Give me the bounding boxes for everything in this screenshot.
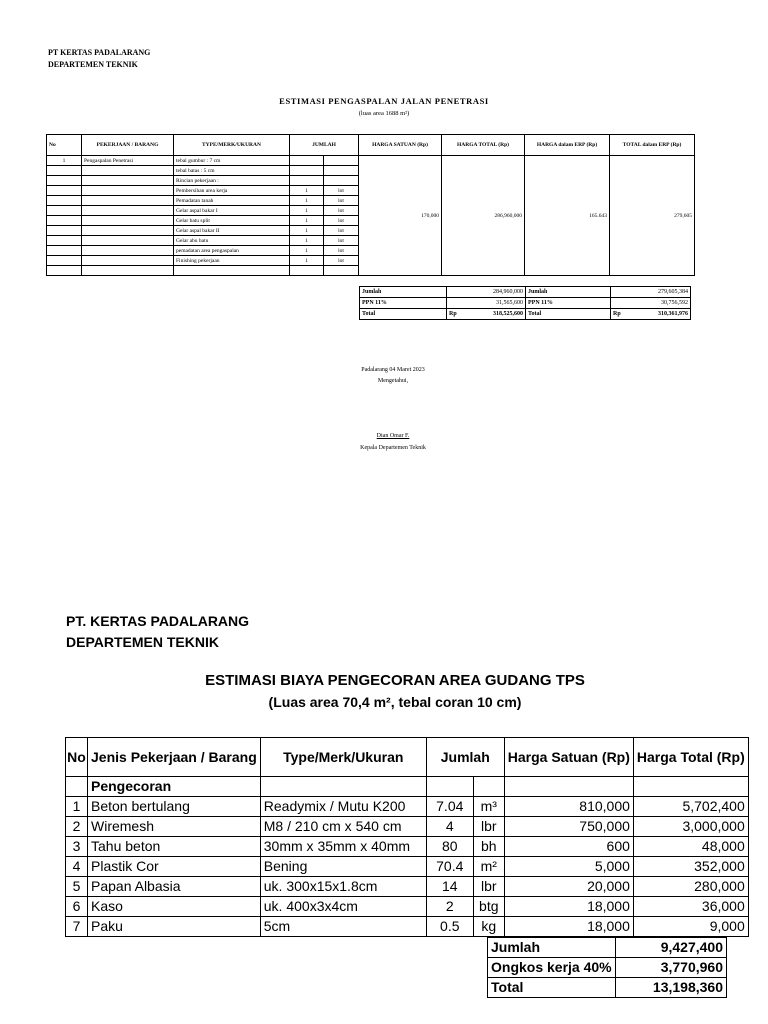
document-subtitle: (luas area 1688 m²) [358, 110, 410, 117]
asphalt-summary-table [359, 286, 691, 320]
table-row: Pembersihan area kerja 1 lot [47, 186, 695, 196]
summary-labor-label: Ongkos kerja 40% [488, 958, 616, 978]
table-header-row [66, 738, 749, 777]
summary-total-value: 13,198,360 [616, 978, 727, 998]
summary-jumlah-value: 9,427,400 [616, 938, 727, 958]
concrete-summary-table [487, 937, 727, 998]
header-total-price: HARGA TOTAL (Rp) [442, 135, 525, 156]
table-row: 3 Tahu beton 30mm x 35mm x 40mm 80 bh 600 48,000 [66, 837, 749, 857]
table-row: 5 Papan Albasia uk. 300x15x1.8cm 14 lbr 20,000 280,000 [66, 877, 749, 897]
table-row: Gelar batu split 1 lot [47, 216, 695, 226]
item-type: tebal gumbur : 7 cm [174, 156, 290, 166]
letterhead [48, 47, 150, 71]
total-price-value: 286,960,000 [442, 156, 525, 276]
table-row: tebal batas : 5 cm [47, 166, 695, 176]
section-label: Pengecoran [88, 777, 261, 797]
company-name: PT. KERTAS PADALARANG [66, 613, 250, 629]
header-type: TYPE/MERK/UKURAN [174, 135, 290, 156]
summary-labor-value: 3,770,960 [616, 958, 727, 978]
signature-name: Dian Omar F. [376, 433, 410, 439]
department-name: DEPARTEMEN TEKNIK [48, 60, 138, 69]
summary-row [488, 938, 727, 958]
table-row: 1 Beton bertulang Readymix / Mutu K200 7.04 m³ 810,000 5,702,400 [66, 797, 749, 817]
table-row: pemadatan area pengaspalan 1 lot [47, 246, 695, 256]
table-row: Gelar aspal bakar II 1 lot [47, 226, 695, 236]
signature-place-date: Padalarang 04 Maret 2023 [361, 367, 425, 373]
asphalt-estimate-table [46, 134, 695, 276]
summary-jumlah-label: Jumlah [488, 938, 616, 958]
item-no: 1 [47, 156, 82, 166]
item-name: Pengaspalan Penetrasi [82, 156, 174, 166]
section-row [66, 777, 749, 797]
table-row: Finishing pekerjaan 1 lot [47, 256, 695, 266]
header-erp-price: HARGA dalam ERP (Rp) [525, 135, 610, 156]
summary-row [488, 958, 727, 978]
table-row: 4 Plastik Cor Bening 70.4 m² 5,000 352,000 [66, 857, 749, 877]
letterhead [66, 611, 249, 653]
header-erp-total: TOTAL dalam ERP (Rp) [610, 135, 695, 156]
signature-position: Kepala Departemen Teknik [360, 445, 426, 451]
summary-row: Total Rp 318,525,600 Total Rp 310,361,976 [360, 309, 691, 320]
header-no: No [47, 135, 82, 156]
table-row: Pemadatan tanah 1 lot [47, 196, 695, 206]
summary-row: Jumlah 284,960,000 Jumlah 279,605,384 [360, 287, 691, 298]
header-unit-price: HARGA SATUAN (Rp) [359, 135, 442, 156]
table-row: 7 Paku 5cm 0.5 kg 18,000 9,000 [66, 917, 749, 937]
summary-row: PPN 11% 31,565,600 PPN 11% 30,756,592 [360, 298, 691, 309]
table-header-row [47, 135, 695, 156]
document-title: ESTIMASI BIAYA PENGECORAN AREA GUDANG TPS [205, 672, 585, 689]
summary-row [488, 978, 727, 998]
erp-price-value: 165.643 [525, 156, 610, 276]
header-item: Jenis Pekerjaan / Barang [88, 738, 261, 777]
company-name: PT KERTAS PADALARANG [48, 48, 151, 57]
table-row: Gelar abu batu 1 lot [47, 236, 695, 246]
header-qty: JUMLAH [290, 135, 359, 156]
summary-total-label: Total [488, 978, 616, 998]
signature-approved-label: Mengetahui, [377, 378, 409, 384]
erp-total-value: 279,605 [610, 156, 695, 276]
header-no: No [66, 738, 88, 777]
table-row [47, 156, 695, 166]
document-title: ESTIMASI PENGASPALAN JALAN PENETRASI [279, 96, 489, 106]
table-row: 2 Wiremesh M8 / 210 cm x 540 cm 4 lbr 750,000 3,000,000 [66, 817, 749, 837]
unit-price-value: 170,000 [359, 156, 442, 276]
header-qty: Jumlah [426, 738, 504, 777]
header-type: Type/Merk/Ukuran [260, 738, 426, 777]
header-item: PEKERJAAN / BARANG [82, 135, 174, 156]
header-unit-price: Harga Satuan (Rp) [504, 738, 633, 777]
table-row: 6 Kaso uk. 400x3x4cm 2 btg 18,000 36,000 [66, 897, 749, 917]
header-total-price: Harga Total (Rp) [633, 738, 748, 777]
table-row: Rincian pekerjaan : [47, 176, 695, 186]
concrete-estimate-table [65, 737, 749, 937]
table-row: Gelar aspal bakar I 1 lot [47, 206, 695, 216]
document-subtitle: (Luas area 70,4 m², tebal coran 10 cm) [268, 694, 522, 710]
department-name: DEPARTEMEN TEKNIK [66, 634, 219, 650]
